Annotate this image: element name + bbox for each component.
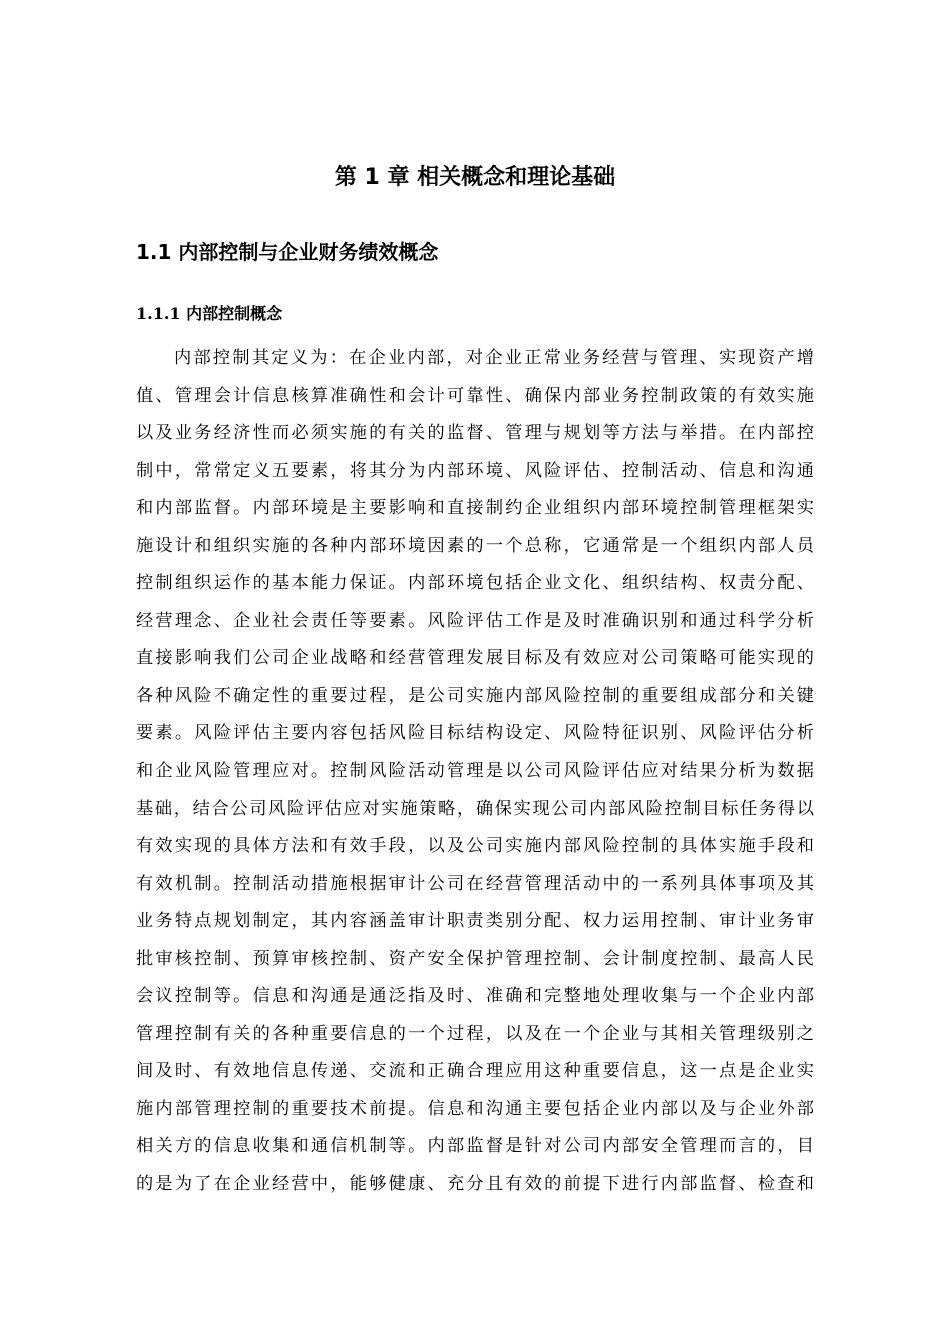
paragraph-line: 和内部监督。内部环境是主要影响和直接制约企业组织内部环境控制管理框架实: [136, 498, 814, 519]
paragraph-line: 的是为了在企业经营中，能够健康、充分且有效的前提下进行内部监督、检查和: [136, 1174, 814, 1195]
paragraph-line: 和企业风险管理应对。控制风险活动管理是以公司风险评估应对结果分析为数据: [136, 761, 814, 782]
paragraph-line: 经营理念、企业社会责任等要素。风险评估工作是及时准确识别和通过科学分析: [136, 610, 814, 631]
paragraph-line: 会议控制等。信息和沟通是通泛指及时、准确和完整地处理收集与一个企业内部: [136, 986, 814, 1007]
subsection-title: 1.1.1 内部控制概念: [136, 304, 283, 323]
paragraph-line: 施内部管理控制的重要技术前提。信息和沟通主要包括企业内部以及与企业外部: [136, 1098, 814, 1119]
paragraph-line: 要素。风险评估主要内容包括风险目标结构设定、风险特征识别、风险评估分析: [136, 723, 814, 744]
paragraph-line: 控制组织运作的基本能力保证。内部环境包括企业文化、组织结构、权责分配、: [136, 573, 814, 594]
chapter-title: 第 1 章 相关概念和理论基础: [334, 165, 616, 190]
paragraph-line: 各种风险不确定性的重要过程，是公司实施内部风险控制的重要组成部分和关键: [136, 685, 814, 706]
paragraph-line: 有效机制。控制活动措施根据审计公司在经营管理活动中的一系列具体事项及其: [136, 873, 814, 894]
paragraph-line: 值、管理会计信息核算准确性和会计可靠性、确保内部业务控制政策的有效实施: [136, 385, 814, 406]
paragraph-line: 相关方的信息收集和通信机制等。内部监督是针对公司内部安全管理而言的，目: [136, 1136, 814, 1157]
paragraph-line: 间及时、有效地信息传递、交流和正确合理应用这种重要信息，这一点是企业实: [136, 1061, 814, 1082]
section-title: 1.1 内部控制与企业财务绩效概念: [136, 240, 439, 264]
paragraph-line: 有效实现的具体方法和有效手段，以及公司实施内部风险控制的具体实施手段和: [136, 836, 814, 857]
paragraph-line: 业务特点规划制定，其内容涵盖审计职责类别分配、权力运用控制、审计业务审: [136, 911, 814, 932]
paragraph-line: 施设计和组织实施的各种内部环境因素的一个总称，它通常是一个组织内部人员: [136, 535, 814, 556]
paragraph-line: 直接影响我们公司企业战略和经营管理发展目标及有效应对公司策略可能实现的: [136, 648, 814, 669]
paragraph-line: 批审核控制、预算审核控制、资产安全保护管理控制、会计制度控制、最高人民: [136, 948, 814, 969]
body-paragraph: [136, 340, 814, 1204]
paragraph-line: 基础，结合公司风险评估应对实施策略，确保实现公司内部风险控制目标任务得以: [136, 798, 814, 819]
paragraph-line: 以及业务经济性而必须实施的有关的监督、管理与规划等方法与举措。在内部控: [136, 423, 814, 444]
paragraph-line: 内部控制其定义为：在企业内部，对企业正常业务经营与管理、实现资产增: [174, 348, 814, 368]
paragraph-line: 管理控制有关的各种重要信息的一个过程，以及在一个企业与其相关管理级别之: [136, 1023, 814, 1044]
paragraph-line: 制中，常常定义五要素，将其分为内部环境、风险评估、控制活动、信息和沟通: [136, 460, 814, 481]
